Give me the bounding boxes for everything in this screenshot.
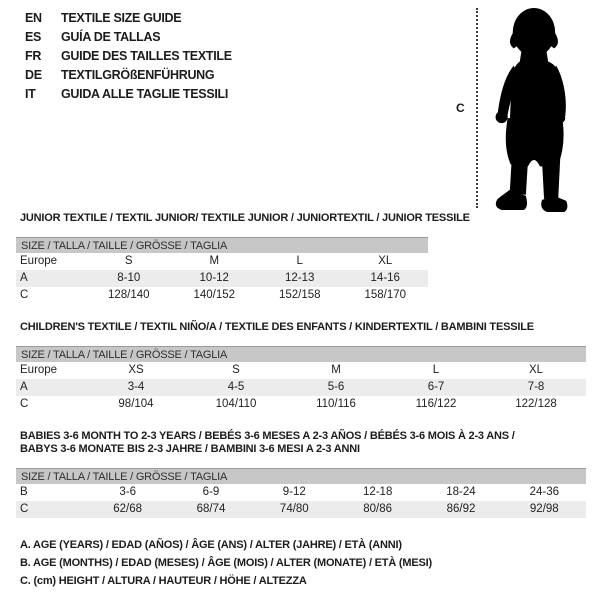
table-cell: 9-12 xyxy=(282,486,306,498)
language-row xyxy=(25,9,232,28)
guide-title: GUIDA ALLE TAGLIE TESSILI xyxy=(61,87,229,101)
size-table xyxy=(16,346,586,413)
table-cell: 104/110 xyxy=(215,398,257,410)
language-code: EN xyxy=(25,11,42,25)
table-cell: 5-6 xyxy=(327,381,345,393)
legend xyxy=(20,536,432,590)
language-code: DE xyxy=(25,68,42,82)
sections xyxy=(16,212,586,518)
table-cell: XL xyxy=(528,364,544,376)
table-row xyxy=(16,501,586,518)
table-rows xyxy=(16,253,428,304)
row-label: Europe xyxy=(20,364,58,376)
table-cell: 74/80 xyxy=(279,503,309,515)
size-guide-section xyxy=(16,212,586,304)
language-code: FR xyxy=(25,49,42,63)
guide-title: TEXTILE SIZE GUIDE xyxy=(61,11,182,25)
language-code: IT xyxy=(25,87,36,101)
guide-title: GUIDE DES TAILLES TEXTILE xyxy=(61,49,232,63)
table-cell: S xyxy=(232,364,240,376)
table-cell: 6-7 xyxy=(427,381,445,393)
table-cell: 92/98 xyxy=(529,503,559,515)
height-measure-line xyxy=(476,8,478,208)
table-cell: 128/140 xyxy=(107,289,150,301)
table-row xyxy=(16,379,586,396)
language-row xyxy=(25,28,232,47)
size-table xyxy=(16,237,428,304)
height-measure-label: C xyxy=(456,101,465,115)
language-code: ES xyxy=(25,30,42,44)
section-title-line2: BABYS 3-6 MONATE BIS 2-3 JAHRE / BAMBINI 3-6 MESI A 2-3 ANNI xyxy=(20,443,360,455)
legend-line: C. (cm) HEIGHT / ALTURA / HAUTEUR / HÖHE / ALTEZZA xyxy=(20,575,307,587)
table-cell: S xyxy=(124,255,133,267)
table-row xyxy=(16,270,428,287)
toddler-silhouette-icon xyxy=(486,5,590,212)
table-rows xyxy=(16,362,586,413)
size-table-header: SIZE / TALLA / TAILLE / GRÖSSE / TAGLIA xyxy=(16,237,428,253)
row-label: A xyxy=(20,381,28,393)
table-row xyxy=(16,362,586,379)
language-title-list xyxy=(25,9,232,104)
row-label: B xyxy=(20,486,28,498)
table-cell: 3-6 xyxy=(119,486,136,498)
table-cell: 122/128 xyxy=(515,398,557,410)
size-table-header: SIZE / TALLA / TAILLE / GRÖSSE / TAGLIA xyxy=(16,468,586,484)
legend-line: A. AGE (YEARS) / EDAD (AÑOS) / ÂGE (ANS) / ALTER (JAHRE) / ETÀ (ANNI) xyxy=(20,539,402,551)
table-cell: 110/116 xyxy=(316,398,356,410)
table-row xyxy=(16,253,428,270)
table-cell: 6-9 xyxy=(202,486,220,498)
guide-title: GUÍA DE TALLAS xyxy=(61,30,161,44)
table-cell: 152/158 xyxy=(278,289,321,301)
table-cell: M xyxy=(209,255,220,267)
table-cell: 4-5 xyxy=(227,381,245,393)
table-cell: 158/170 xyxy=(364,289,407,301)
table-cell: 10-12 xyxy=(199,272,229,284)
table-cell: 140/152 xyxy=(193,289,236,301)
language-row xyxy=(25,47,232,66)
language-row xyxy=(25,66,232,85)
row-label: A xyxy=(20,272,28,284)
table-cell: 24-36 xyxy=(529,486,560,498)
table-cell: 68/74 xyxy=(196,503,226,515)
legend-line: B. AGE (MONTHS) / EDAD (MESES) / ÂGE (MOIS) / ALTER (MONATE) / ETÀ (MESI) xyxy=(20,557,432,569)
row-label: C xyxy=(20,289,29,301)
table-cell: L xyxy=(296,255,303,267)
table-cell: M xyxy=(331,364,341,376)
table-row xyxy=(16,396,586,413)
size-guide-section xyxy=(16,430,586,518)
table-cell: 12-13 xyxy=(285,272,315,284)
table-cell: 62/68 xyxy=(113,503,143,515)
table-cell: 7-8 xyxy=(527,381,545,393)
table-cell: 116/122 xyxy=(415,398,457,410)
language-row xyxy=(25,85,232,104)
section-title: BABIES 3-6 MONTH TO 2-3 YEARS / BEBÉS 3-6 MESES A 2-3 AÑOS / BÉBÉS 3-6 MOIS À 2-3 ANS / xyxy=(20,430,515,442)
table-cell: 18-24 xyxy=(446,486,476,498)
table-row xyxy=(16,287,428,304)
row-label: C xyxy=(20,398,29,410)
table-cell: XS xyxy=(128,364,144,376)
table-cell: L xyxy=(432,364,440,376)
table-row xyxy=(16,484,586,501)
table-rows xyxy=(16,484,586,518)
table-cell: 14-16 xyxy=(370,272,400,284)
table-cell: 12-18 xyxy=(362,486,393,498)
table-cell: 3-4 xyxy=(127,381,145,393)
section-title: CHILDREN'S TEXTILE / TEXTIL NIÑO/A / TEXTILE DES ENFANTS / KINDERTEXTIL / BAMBINI TESSILE xyxy=(20,321,534,333)
size-guide-section xyxy=(16,321,586,413)
row-label: Europe xyxy=(20,255,58,267)
size-table xyxy=(16,468,586,518)
table-cell: 80/86 xyxy=(363,503,393,515)
table-cell: 8-10 xyxy=(117,272,141,284)
row-label: C xyxy=(20,503,29,515)
section-title: JUNIOR TEXTILE / TEXTIL JUNIOR/ TEXTILE JUNIOR / JUNIORTEXTIL / JUNIOR TESSILE xyxy=(20,212,470,224)
table-cell: XL xyxy=(378,255,393,267)
toddler-figure xyxy=(450,0,600,220)
size-table-header: SIZE / TALLA / TAILLE / GRÖSSE / TAGLIA xyxy=(16,346,586,362)
guide-title: TEXTILGRÖßENFÜHRUNG xyxy=(61,68,215,82)
table-cell: 86/92 xyxy=(446,503,476,515)
table-cell: 98/104 xyxy=(118,398,154,410)
